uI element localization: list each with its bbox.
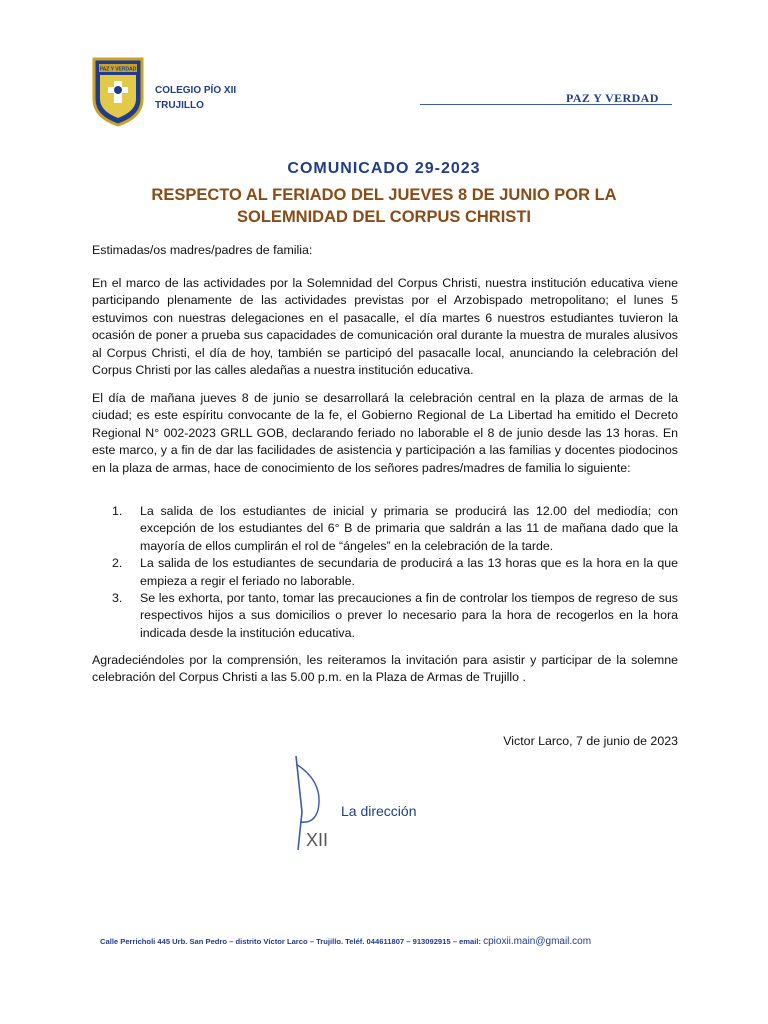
list-item-number: 1. <box>112 504 123 518</box>
list-item-text: La salida de los estudiantes de inicial y primaria se producirá las 12.00 del mediodía; con excepción de los estudiantes del 6° B de primaria que saldrán a las 11 de mañana dado que la mayoría de ellos cumplirán el rol de “ángeles” en la celebración de la tarde. <box>140 504 678 553</box>
communique-number: COMUNICADO 29-2023 <box>287 160 481 177</box>
logo-motto-text: PAZ Y VERDAD <box>99 66 137 73</box>
list-item <box>106 555 678 590</box>
instructions-list <box>106 503 678 642</box>
school-name <box>155 83 236 113</box>
list-item-number: 2. <box>112 556 123 571</box>
paragraph-1: En el marco de las actividades por la Solemnidad del Corpus Christi, nuestra institución educativa viene participando plenamente de las actividades previstas por el Arzobispado metropolitano; el lunes 5 estuvimos con nuestras delegaciones en el pasacalle, el día martes 6 nuestros estudiantes tuvieron la ocasión de poner a prueba sus capacidades de comunicación oral durante la muestra de murales alusivos al Corpus Christi, el día de hoy, también se participó del pasacalle local, anunciando la celebración del Corpus Christi por las calles aledañas a nuestra institución educativa. <box>92 276 678 378</box>
list-item <box>106 590 678 642</box>
footer-email[interactable]: cpioxii.main@gmail.com <box>483 936 592 947</box>
paragraph-2: El día de mañana jueves 8 de junio se desarrollará la celebración central en la plaza de armas de la ciudad; es este espíritu convocante de la fe, el Gobierno Regional de La Libertad ha emitido el Decreto Regional N° 002-2023 GRLL GOB, declarando feriado no laborable el 8 de junio desde las 13 horas. En este marco, y a fin de dar las facilidades de asistencia y participación a las familias y docentes piodocinos en la plaza de armas, hace de conocimiento de los señores padres/madres de familia lo siguiente: <box>92 391 678 475</box>
footer-address: Calle Perricholi 445 Urb. San Pedro – distrito Víctor Larco – Trujillo. Teléf. 044611807 – 913092915 – email: <box>100 937 484 946</box>
footer-contact <box>100 936 591 947</box>
list-item-text: La salida de los estudiantes de secundaria de producirá a las 13 horas que es la hora en la que empieza a regir el feriado no laborable. <box>140 556 678 588</box>
greeting: Estimadas/os madres/padres de familia: <box>92 243 313 257</box>
document-date: Victor Larco, 7 de junio de 2023 <box>503 734 678 748</box>
communique-subject <box>0 184 768 228</box>
school-crest-logo <box>90 55 146 127</box>
school-name-line2: TRUJILLO <box>155 100 204 111</box>
signer-title: La dirección <box>341 803 417 819</box>
paragraph-3: Agradeciéndoles por la comprensión, les reiteramos la invitación para asistir y participar de la solemne celebración del Corpus Christi a las 5.00 p.m. en la Plaza de Armas de Trujillo . <box>92 653 678 685</box>
signature-mark: XII <box>306 830 329 850</box>
list-item <box>106 503 678 555</box>
signature-icon <box>278 752 348 852</box>
subject-line1: RESPECTO AL FERIADO DEL JUEVES 8 DE JUNIO POR LA <box>151 186 617 204</box>
school-name-line1: COLEGIO PÍO XII <box>155 85 237 96</box>
subject-line2: SOLEMNIDAD DEL CORPUS CHRISTI <box>237 208 531 226</box>
list-item-number: 3. <box>112 591 123 606</box>
header-motto: PAZ Y VERDAD <box>566 91 659 105</box>
list-item-text: Se les exhorta, por tanto, tomar las precauciones a fin de controlar los tiempos de regreso de sus respectivos hijos a sus domicilios o prever lo necesario para la hora de recogerlos en la hora indicada desde la institución educativa. <box>140 591 678 640</box>
